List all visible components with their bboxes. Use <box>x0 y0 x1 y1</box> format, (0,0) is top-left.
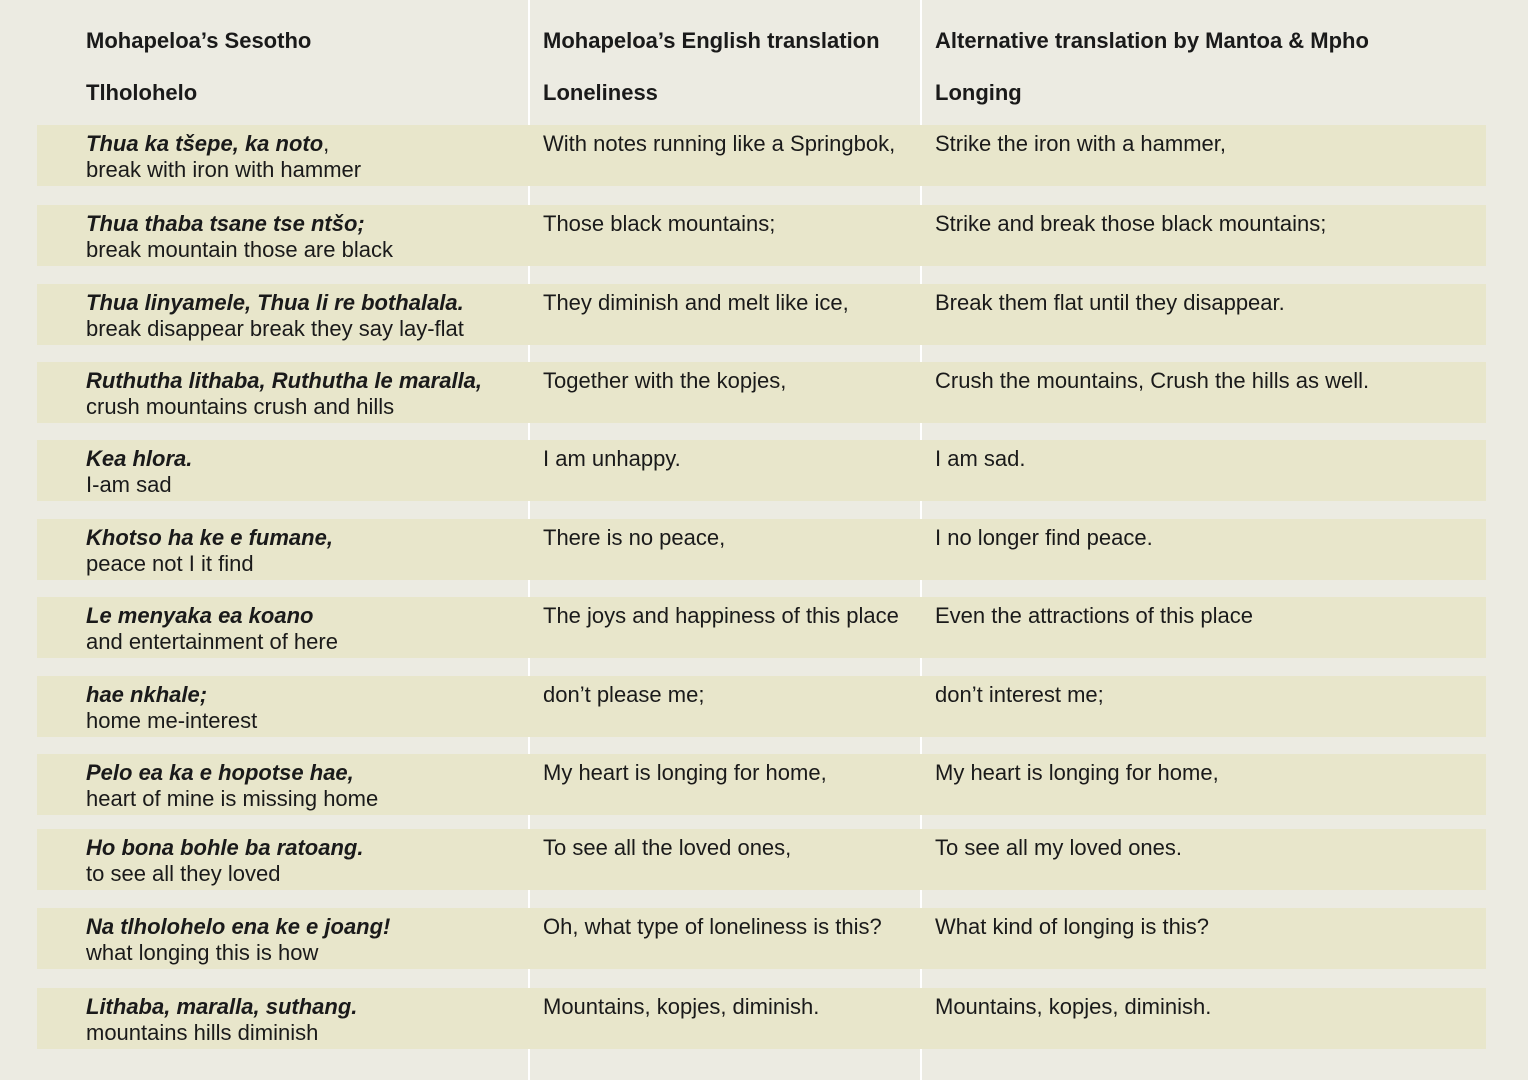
mohapeloa-translation-cell: They diminish and melt like ice, <box>543 290 849 315</box>
table-row <box>37 125 1486 186</box>
sesotho-text: Thua thaba tsane tse ntšo; <box>86 211 365 236</box>
table-row <box>37 754 1486 815</box>
gloss-text: and entertainment of here <box>86 629 338 654</box>
table-row <box>37 829 1486 890</box>
alternative-translation-cell: Crush the mountains, Crush the hills as well. <box>935 368 1370 393</box>
sesotho-cell <box>86 446 192 498</box>
gloss-text: peace not I it find <box>86 551 254 576</box>
mohapeloa-translation-cell: Together with the kopjes, <box>543 368 787 393</box>
mohapeloa-translation-cell: Oh, what type of loneliness is this? <box>543 914 882 939</box>
sesotho-text: Lithaba, maralla, suthang. <box>86 994 358 1019</box>
mohapeloa-translation-cell: To see all the loved ones, <box>543 835 792 860</box>
sesotho-text: Pelo ea ka e hopotse hae, <box>86 760 354 785</box>
sesotho-line <box>86 994 357 1020</box>
title-alternative: Longing <box>935 80 1022 105</box>
sesotho-line <box>86 603 338 629</box>
sesotho-cell <box>86 603 338 655</box>
mohapeloa-translation-cell: Those black mountains; <box>543 211 776 236</box>
sesotho-line <box>86 446 192 472</box>
title-english: Loneliness <box>543 80 658 105</box>
alternative-translation-cell: What kind of longing is this? <box>935 914 1209 939</box>
sesotho-text: Ho bona bohle ba ratoang. <box>86 835 364 860</box>
poem-title-row <box>0 78 1528 108</box>
header-alternative: Alternative translation by Mantoa & Mpho <box>935 28 1369 53</box>
alternative-translation-cell: I am sad. <box>935 446 1026 471</box>
mohapeloa-translation-cell: Mountains, kopjes, diminish. <box>543 994 820 1019</box>
gloss-text: break disappear break they say lay-flat <box>86 316 464 341</box>
sesotho-cell <box>86 131 361 183</box>
sesotho-cell <box>86 682 257 734</box>
gloss-text: to see all they loved <box>86 861 281 886</box>
sesotho-text: Ruthutha lithaba, Ruthutha le maralla, <box>86 368 483 393</box>
table-row <box>37 284 1486 345</box>
sesotho-line <box>86 760 378 786</box>
table-row <box>37 519 1486 580</box>
sesotho-line <box>86 682 257 708</box>
sesotho-text: Na tlholohelo ena ke e joang! <box>86 914 391 939</box>
mohapeloa-translation-cell: My heart is longing for home, <box>543 760 827 785</box>
sesotho-text: Kea hlora. <box>86 446 193 471</box>
table-header <box>0 26 1528 56</box>
alternative-translation-cell: Even the attractions of this place <box>935 603 1253 628</box>
table-row <box>37 205 1486 266</box>
table-row <box>37 908 1486 969</box>
gloss-text: I-am sad <box>86 472 172 497</box>
mohapeloa-translation-cell: I am unhappy. <box>543 446 681 471</box>
sesotho-line <box>86 131 361 157</box>
gloss-text: home me-interest <box>86 708 258 733</box>
table-row <box>37 988 1486 1049</box>
header-english: Mohapeloa’s English translation <box>543 28 880 53</box>
alternative-translation-cell: Strike and break those black mountains; <box>935 211 1327 236</box>
gloss-text: break mountain those are black <box>86 237 393 262</box>
gloss-text: what longing this is how <box>86 940 319 965</box>
sesotho-cell <box>86 368 482 420</box>
sesotho-line <box>86 914 390 940</box>
sesotho-cell <box>86 290 464 342</box>
alternative-translation-cell: Strike the iron with a hammer, <box>935 131 1227 156</box>
table-row <box>37 362 1486 423</box>
sesotho-line <box>86 211 393 237</box>
alternative-translation-cell: Break them flat until they disappear. <box>935 290 1285 315</box>
alternative-translation-cell: don’t interest me; <box>935 682 1104 707</box>
sesotho-line <box>86 290 464 316</box>
alternative-translation-cell: My heart is longing for home, <box>935 760 1219 785</box>
gloss-text: crush mountains crush and hills <box>86 394 395 419</box>
sesotho-cell <box>86 994 357 1046</box>
mohapeloa-translation-cell: With notes running like a Springbok, <box>543 131 896 156</box>
sesotho-text: Thua linyamele, Thua li re bothalala. <box>86 290 464 315</box>
sesotho-line <box>86 835 363 861</box>
sesotho-text: Khotso ha ke e fumane, <box>86 525 333 550</box>
header-sesotho: Mohapeloa’s Sesotho <box>86 28 312 53</box>
sesotho-cell <box>86 914 390 966</box>
sesotho-text: Thua ka tšepe, ka noto <box>86 131 324 156</box>
title-sesotho: Tlholohelo <box>86 80 198 105</box>
sesotho-text: hae nkhale; <box>86 682 208 707</box>
gloss-text: mountains hills diminish <box>86 1020 319 1045</box>
sesotho-line <box>86 525 333 551</box>
sesotho-line <box>86 368 482 394</box>
alternative-translation-cell: I no longer find peace. <box>935 525 1153 550</box>
table-row <box>37 676 1486 737</box>
sesotho-cell <box>86 760 378 812</box>
alternative-translation-cell: To see all my loved ones. <box>935 835 1183 860</box>
sesotho-text: Le menyaka ea koano <box>86 603 314 628</box>
table-row <box>37 440 1486 501</box>
sesotho-cell <box>86 835 363 887</box>
sesotho-cell <box>86 211 393 263</box>
gloss-text: break with iron with hammer <box>86 157 362 182</box>
sesotho-cell <box>86 525 333 577</box>
mohapeloa-translation-cell: The joys and happiness of this place <box>543 603 899 628</box>
mohapeloa-translation-cell: There is no peace, <box>543 525 726 550</box>
table-row <box>37 597 1486 658</box>
gloss-text: heart of mine is missing home <box>86 786 379 811</box>
mohapeloa-translation-cell: don’t please me; <box>543 682 705 707</box>
sesotho-punctuation: , <box>323 131 330 156</box>
alternative-translation-cell: Mountains, kopjes, diminish. <box>935 994 1212 1019</box>
